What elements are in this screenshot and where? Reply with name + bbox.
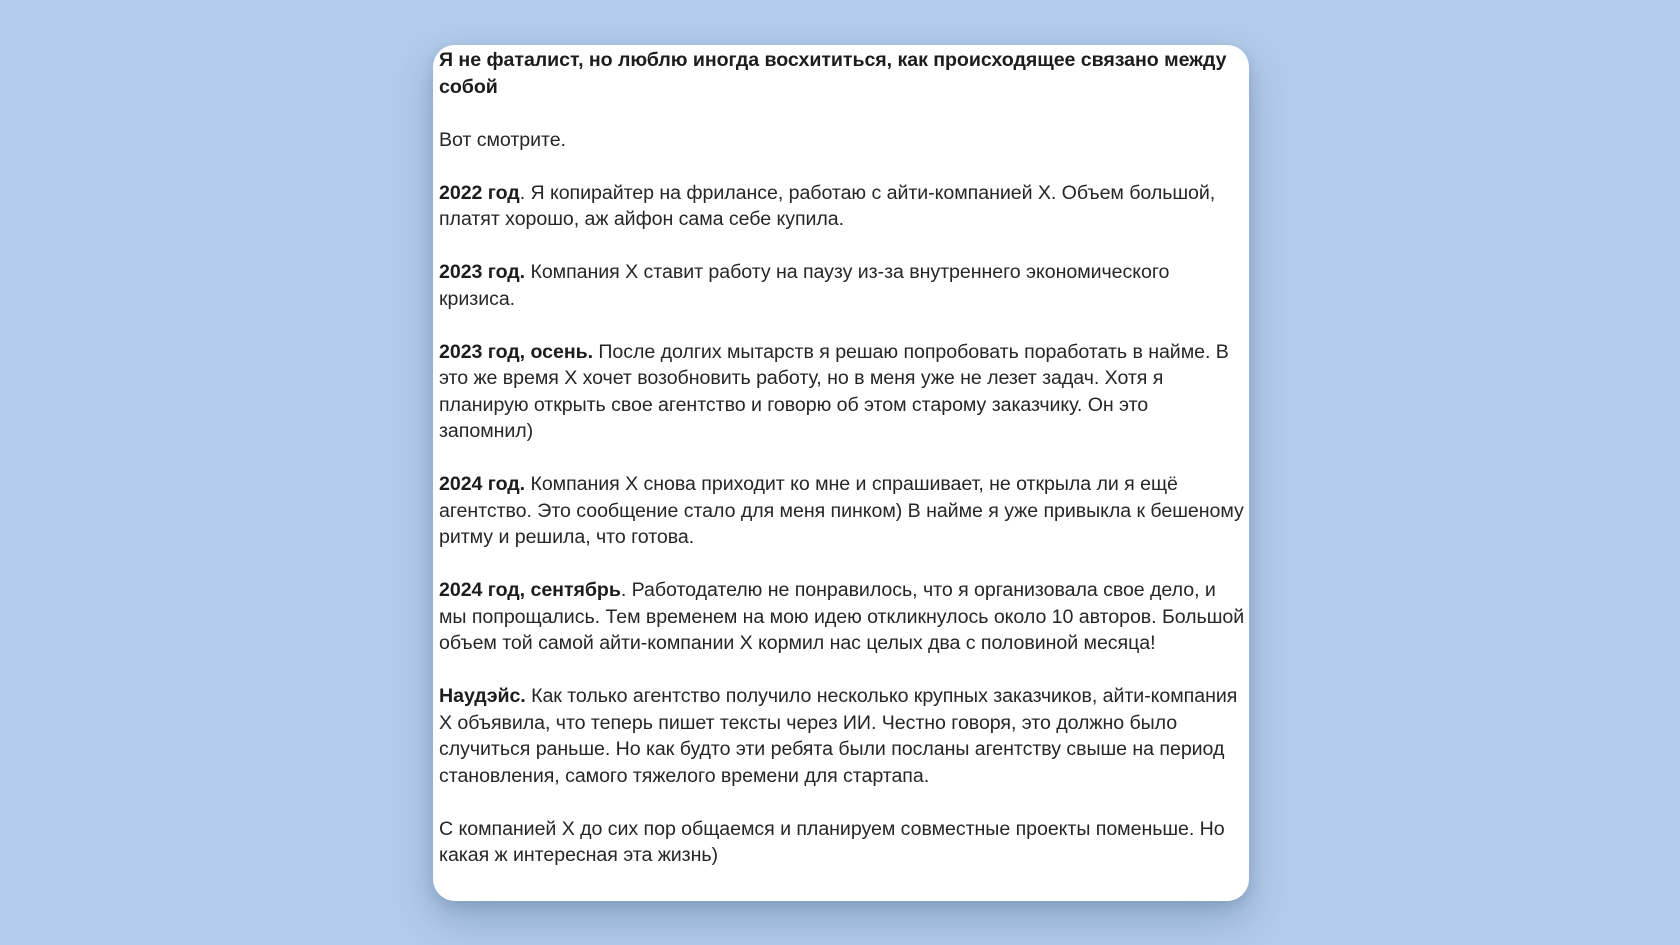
entry-label: 2023 год, осень. xyxy=(439,340,593,363)
post-intro: Вот смотрите. xyxy=(439,128,566,151)
timeline-entry xyxy=(439,180,1245,233)
entry-text: . Я копирайтер на фрилансе, работаю с айти-компанией Х. Объем большой, платят хорошо, аж айфон сама себе купила. xyxy=(439,181,1216,230)
entry-text: . Работодателю не понравилось, что я организовала свое дело, и мы попрощались. Тем временем на мою идею откликнулось около 10 авторов. Большой объем той самой айти-компании Х кормил нас целых два с половиной месяца! xyxy=(439,579,1245,654)
timeline-entry xyxy=(439,471,1245,551)
entry-text: Как только агентство получило несколько крупных заказчиков, айти-компания Х объявила, что теперь пишет тексты через ИИ. Честно говоря, это должно было случиться раньше. Но как будто эти ребята были посланы агентству свыше на период становления, самого тяжелого времени для стартапа. xyxy=(439,685,1238,787)
entry-label: Наудэйс. xyxy=(439,685,526,707)
entry-label: 2024 год. xyxy=(439,473,526,495)
entry-label: 2023 год. xyxy=(439,261,526,283)
timeline-entry xyxy=(439,683,1245,789)
post-body xyxy=(439,47,1245,895)
timeline-entry xyxy=(439,339,1245,445)
entry-text: Компания Х ставит работу на паузу из-за внутреннего экономического кризиса. xyxy=(439,261,1170,310)
entry-label: 2024 год, сентябрь xyxy=(439,579,621,601)
timeline-entry xyxy=(439,577,1245,657)
entry-text: После долгих мытарств я решаю попробовать поработать в найме. В это же время Х хочет возобновить работу, но в меня уже не лезет задач. Хотя я планирую открыть свое агентство и говорю об этом старому заказчику. Он это запомнил) xyxy=(439,340,1229,442)
post-closing: С компанией Х до сих пор общаемся и планируем совместные проекты поменьше. Но какая ж интересная эта жизнь) xyxy=(439,817,1225,866)
post-card xyxy=(433,45,1249,901)
post-headline: Я не фаталист, но люблю иногда восхититься, как происходящее связано между собой xyxy=(439,49,1227,98)
entry-text: Компания Х снова приходит ко мне и спрашивает, не открыла ли я ещё агентство. Это сообщение стало для меня пинком) В найме я уже привыкла к бешеному ритму и решила, что готова. xyxy=(439,473,1244,548)
entry-label: 2022 год xyxy=(439,181,520,204)
timeline-entry xyxy=(439,259,1245,312)
